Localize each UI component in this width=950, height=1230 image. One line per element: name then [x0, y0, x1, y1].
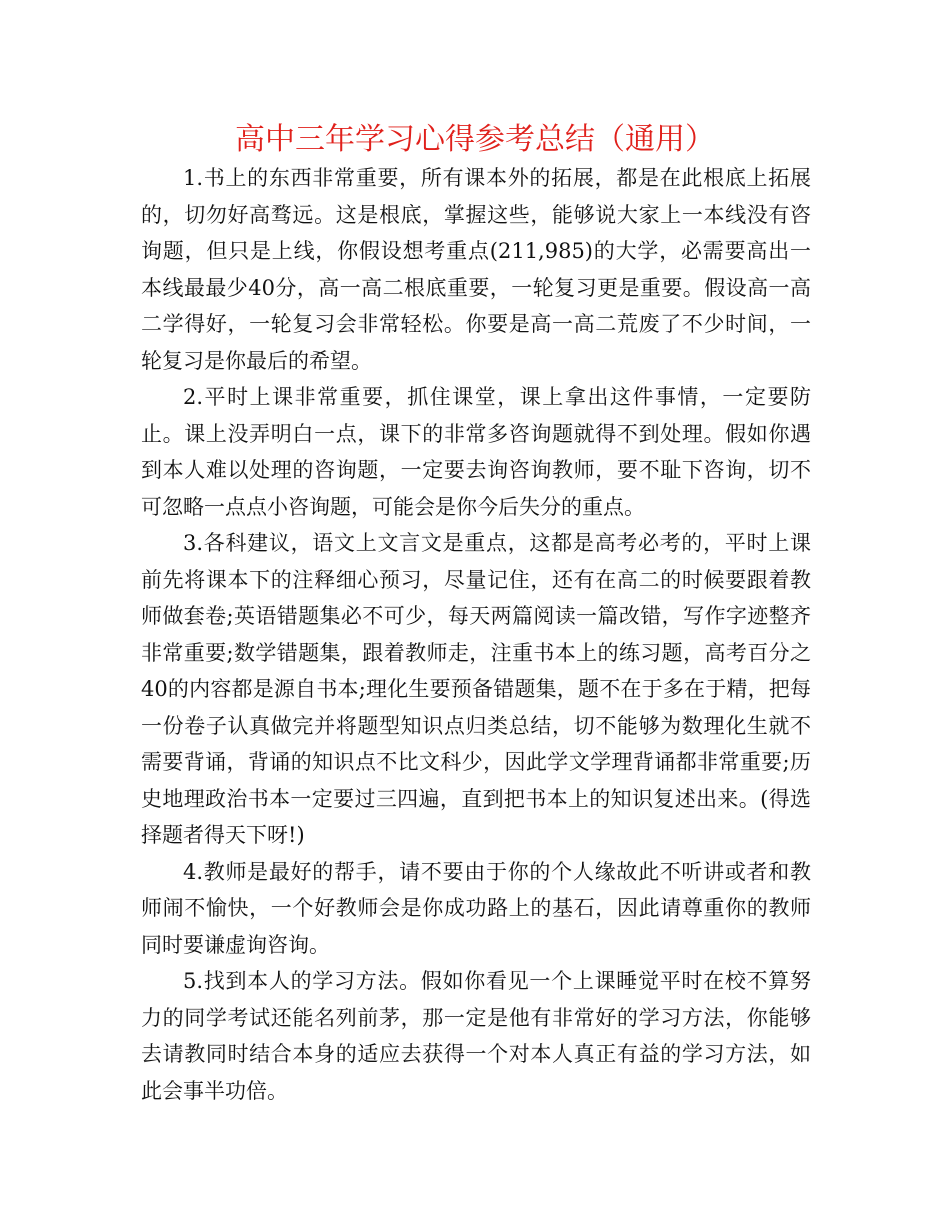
paragraph-4: 4.教师是最好的帮手，请不要由于你的个人缘故此不听讲或者和教师闹不愉快，一个好教师会是你成功路上的基石，因此请尊重你的教师同时要谦虚询咨询。 [141, 859, 811, 957]
paragraph-2: 2.平时上课非常重要，抓住课堂，课上拿出这件事情，一定要防止。课上没弄明白一点，课下的非常多咨询题就得不到处理。假如你遇到本人难以处理的咨询题，一定要去询咨询教师，要不耻下咨询，切不可忽略一点点小咨询题，可能会是你今后失分的重点。 [141, 385, 811, 519]
document-title: 高中三年学习心得参考总结（通用） [235, 122, 715, 157]
paragraph-5: 5.找到本人的学习方法。假如你看见一个上课睡觉平时在校不算努力的同学考试还能名列前茅，那一定是他有非常好的学习方法，你能够去请教同时结合本身的适应去获得一个对本人真正有益的学习方法，如此会事半功倍。 [141, 969, 811, 1103]
paragraph-1: 1.书上的东西非常重要，所有课本外的拓展，都是在此根底上拓展的，切勿好高骛远。这是根底，掌握这些，能够说大家上一本线没有咨询题，但只是上线，你假设想考重点(211,985)的大学，必需要高出一本线最最少40分，高一高二根底重要，一轮复习更是重要。假设高一高二学得好，一轮复习会非常轻松。你要是高一高二荒废了不少时间，一轮复习是你最后的希望。 [141, 166, 811, 373]
document-body [141, 160, 811, 1109]
paragraph-3: 3.各科建议，语文上文言文是重点，这都是高考必考的，平时上课前先将课本下的注释细心预习，尽量记住，还有在高二的时候要跟着教师做套卷;英语错题集必不可少，每天两篇阅读一篇改错，写作字迹整齐非常重要;数学错题集，跟着教师走，注重书本上的练习题，高考百分之40的内容都是源自书本;理化生要预备错题集，题不在于多在于精，把每一份卷子认真做完并将题型知识点归类总结，切不能够为数理化生就不需要背诵，背诵的知识点不比文科少，因此学文学理背诵都非常重要;历史地理政治书本一定要过三四遍，直到把书本上的知识复述出来。(得选择题者得天下呀!) [141, 531, 811, 847]
